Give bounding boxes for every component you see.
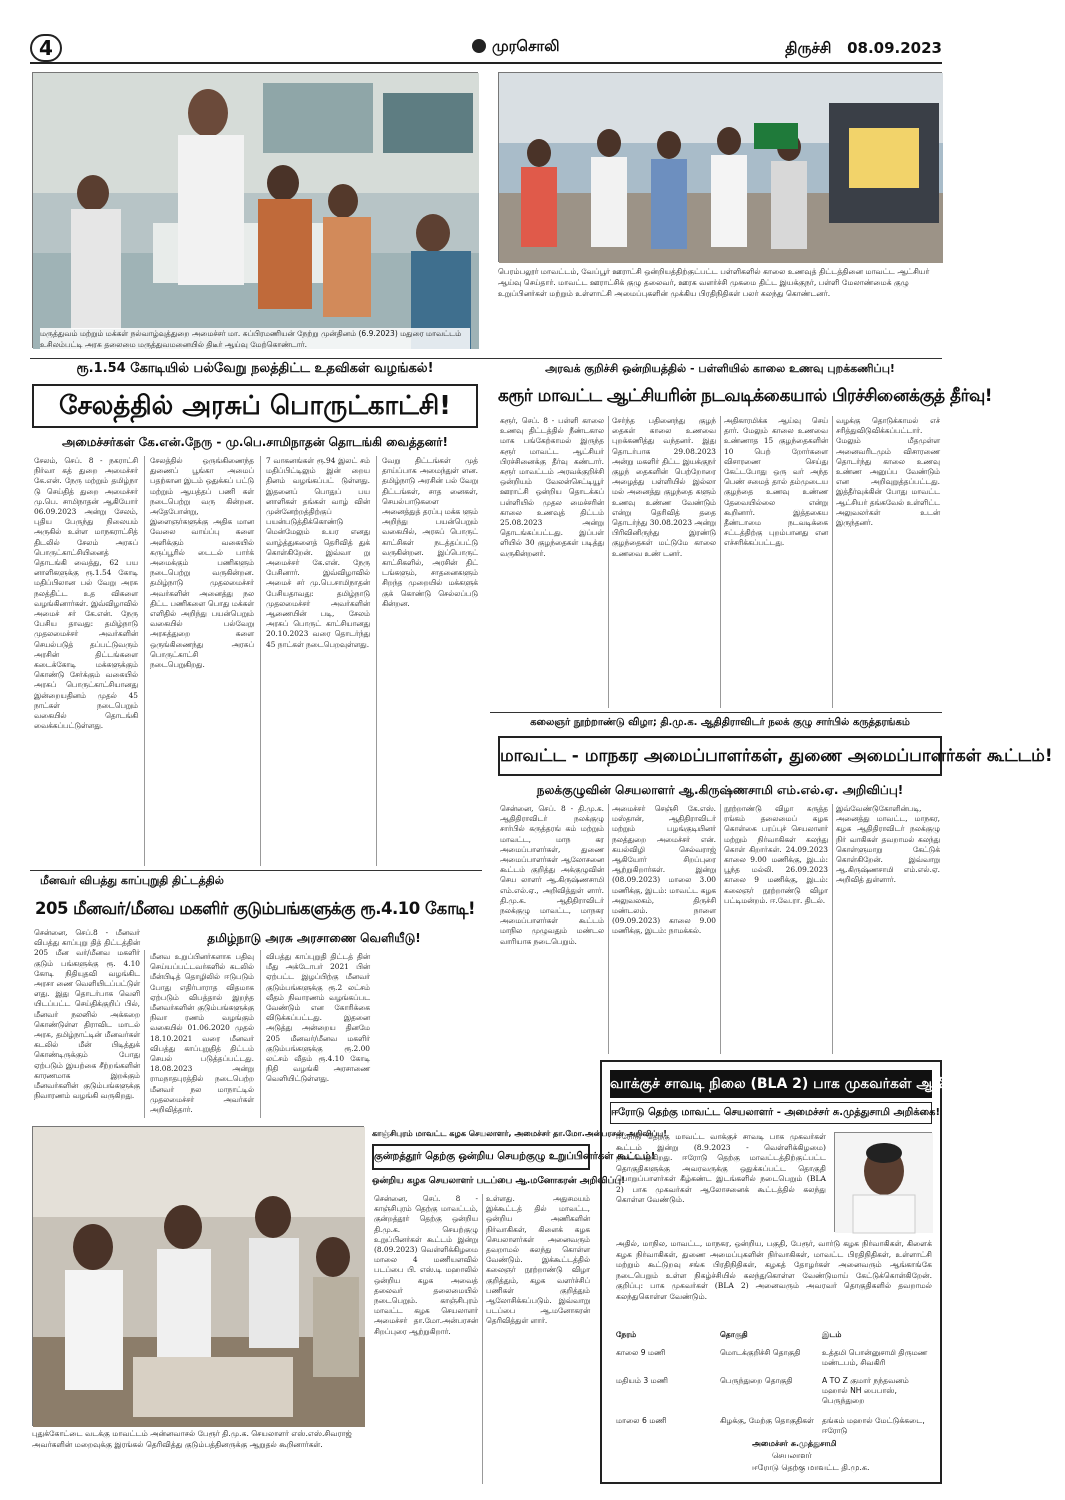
karur-column-1: கரூர், செப். 8 - பள்ளி காலை உணவு திட்டத்தில் நீண்டகால மாக பங்கேற்காமல் இருந்த கரூர் மாவட்ட ஆட்சியர் பிரச்சினைக்கு தீர்வு கண்டார். கரூர் மாவட்டம் அரவக்குறிச்சி ஒன்றியம் வேலன்செட்டியூர் ஊராட்சி ஒன்றிய தொடக்கப் பள்ளியில் முதல மைச்சரின் காலை உணவுத் திட்டம் 25.08.2023 அன்று தொடங்கப்பட்டது. இப்பள் ளியில் 30 குழந்தைகள் படித்து வருகின்றனர். [500,416,604,558]
column-rule [720,416,721,708]
schedule-constituency: மொடக்குறிச்சி தொகுதி [720,1348,801,1357]
column-rule [720,804,721,1054]
schedule-header-time: நேரம் [616,1330,637,1339]
karur-column-3: அதிகாரமிக்க ஆய்வு செய் தார். மேலும் காலை உணவை உண்ணாத 15 குழந்தைகளின் 10 பெற் றோர்களை விசாரணை செய்து கேட்டபோது ஒரு வர் அந்த பெண் சமைத் தால் தம்முடைய குழந்தை உணவு உண்ண தேவையில்லை என்று கூறினார். இத்தகைய தீண்டாமை நடவடிக்கை சட்டத்திற்கு புறம்பானது என எச்சரிக்கப்பட்டது. [724,416,828,548]
condolence-photo-caption: புதுக்கோட்டை வடக்கு மாவட்டம் அன்னவாசல் பேரூர் தி.மு.க. செயலாளர் எஸ்.எஸ்.சிவராஜ் அவர்களின் மறைவுக்கு இரங்கல் தெரிவித்து குடும்பத்தினருக்கு ஆறுதல் கூறினார்கள். [32,1429,352,1449]
bla-meeting-box [600,1060,1065,1484]
schedule-venue: A TO Z குமார் நந்தவனம் மஹால் NH பைபாஸ், பெருந்துறை [822,1376,909,1405]
elephant-logo-icon [472,39,486,53]
kalaignar-column-2: அமைச்சர் செஞ்சி கே.எஸ். மஸ்தான், ஆதிதிராவிடர் மற்றும் பழங்குடியினர் நலத்துறை அமைச்சர் என். கயல்விழி செல்வராஜ் ஆகியோர் சிறப்புரை ஆற்றுகிறார்கள். இன்று (08.09.2023) மாலை 3.00 மணிக்கு, இடம்: மாவட்ட கழக அலுவலகம், திருச்சி மண்டலம். நாளை (09.09.2023) காலை 9.00 மணிக்கு, இடம்: நாமக்கல். [612,804,716,936]
edition-date [785,39,942,59]
column-rule [608,804,609,1054]
kalaignar-column-3: நூற்றாண்டு விழா கருத்த ரங்கம் தலைமைப் கழக கொள்கை பரப்புச் செயலாளர் மற்றும் நிர்வாகிகள் கலந்து கொள் கிறார்கள். 24.09.2023 காலை 9.00 மணிக்கு, இடம்: பூந்த மல்லி. 26.09.2023 காலை 9 மணிக்கு, இடம்: கலைஞர் நூற்றாண்டு விழா பட்டிமன்றம். ஈ.வே.ரா. திடல். [724,804,828,905]
fishermen-subhead: தமிழ்நாடு அரசு அரசாணை வெளியீடு! [207,931,421,945]
column-rule [376,456,377,866]
fishermen-column-1: சென்னை, செப்.8 - மீனவர் விபத்து காப்புறு தித் திட்டத்தின் 205 மீன வர்/மீனவ மகளிர் குடும் பங்களுக்கு ரூ. 4.10 கோடி நிதியுதவி வழங்கிட அரசா ணை வெளியிடப்பட்டுள் ளது. இது தொடர்பாக வெளி யிடப்பட்ட செய்திக்குறிப் பில், மீனவர் நலனில் அக்கறை கொண்டுள்ள திராவிட மாடல் அரசு, தமிழ்நாட்டின் மீனவர்கள் கடலில் மீன் பிடித்துக் கொண்டிருக்கும் போது ஏற்படும் இயற்கை சீற்றங்களின் காரணமாக இறக்கும் மீனவர்களின் குடும்பங்களுக்கு நிவாரணம் வழங்கி வருகிறது. [34,928,140,1101]
fishermen-column-3: விபத்து காப்புறுதி திட்டத் தின் மீது அக்டோபர் 2021 பின் ஏற்பட்ட இழப்பிற்கு மீனவர் குடும்பங்களுக்கு ரூ.2 லட்சம் வீதம் நிவாரணம் வழங்கப்பட வேண்டும் என கோரிக்கை விடுக்கப்பட்டது. இதனை அடுத்து அன்றைய தினமே 205 மீனவர்/மீனவ மகளிர் குடும்பங்களுக்கு ரூ.2.00 லட்சம் வீதம் ரூ.4.10 கோடி நிதி வழங்கி அரசாணை வெளியிட்டுள்ளது. [266,952,370,1084]
kalaignar-subhead: நலக்குழுவின் செயலாளர் ஆ.கிருஷ்ணசாமி எம்.எல்.ஏ. அறிவிப்பு! [536,783,904,797]
page-number: 4 [30,34,62,62]
karur-headline: கரூர் மாவட்ட ஆட்சியரின் நடவடிக்கையால் பிரச்சினைக்குத் தீர்வு! [498,386,992,406]
kundrathur-subhead: ஒன்றிய கழக செயலாளர் படப்பை ஆ.மனோகரன் அறிவிப்பு! [372,1176,626,1186]
column-rule [608,416,609,708]
kundrathur-headline: குன்றத்தூர் தெற்கு ஒன்றிய செயற்குழு உறுப்பினர்கள் கூட்டம்! [372,1144,590,1170]
divider [490,712,942,713]
column-rule [260,456,261,866]
salem-column-3: 7 வாகனங்கள் ரூ.94 இலட் சம் மதிப்பிட்டிலும் இன் றைய தினம் வழங்கப்பட் டுள்ளது. இதனைப் பொதுப் பய னாளிகள் தங்கள் வாழ் வின் முன்னேற்றத்திற்குப் பயன்படுத்திக்கொண்டு மென்மேலும் உயர எனது வாழ்த்துகளைத் தெரிவித் துக் கொள்கிறேன். இவ்வா று அமைச்சர் கே.என். நேரு பேசினார். இவ்விழாவில் அமைச் சர் மு.பெ.சாமிநாதன் பேசியதாவது: தமிழ்நாடு முதலமைச்சர் அவர்களின் ஆணையின் படி, சேலம் அரசுப் பொருட் காட்சியானது 20.10.2023 வரை தொடர்ந்து 45 நாட்கள் நடைபெறவுள்ளது. [266,456,370,649]
bla-body-1: ஈரோடு தெற்கு மாவட்ட வாக்குச் சாவடி பாக முகவர்கள் கூட்டம் இன்று (8.9.2023 - வெள்ளிக்கிழமை) நடைபெறுகிறது. ஈரோடு தெற்கு மாவட்டத்திற்குட்பட்ட தொகுதிகளுக்கு அவரவருக்கு ஒதுக்கப்பட்ட தொகுதி பொறுப்பாளர்கள் கீழ்கண்ட இடங்களில் நடைபெறும் (BLA 2) பாக முகவர்கள் ஆலோசனைக் கூட்டத்தில் கலந்து கொள்ள வேண்டும். [616,1132,826,1204]
column-rule [832,804,833,1054]
salem-column-1: சேலம், செப். 8 - நகராட்சி நிர்வா கத் துறை அமைச்சர் கே.என். நேரு மற்றும் தமிழ்நா டு செய்தித் துறை அமைச்சர் மு.பெ. சாமிநாதன் ஆகியோர் 06.09.2023 அன்று சேலம், புதிய பேருந்து நிலையம் அருகில் உள்ள மாநகராட்சித் திடலில் சேலம் அரசுப் பொருட்காட்சியினைத் தொடங்கி வைத்து, 62 பய னாளிகளுக்கு ரூ.1.54 கோடி மதிப்பிலான பல் வேறு அரசு நலத்திட்ட உத விகளை வழங்கினார்கள். இவ்விழாவில் அமைச் சர் கே.என். நேரு பேசிய தாவது: தமிழ்நாடு முதலமைச்சர் அவர்களின் செயல்படுத் தப்பட்டுவரும் அரசின் திட்டங்களை கடைக்கோடி மக்களுக்கும் கொண்டு சேர்க்கும் வகையில் அரசுப் பொருட்காட்சியானது இன்றையதினம் முதல் 45 நாட்கள் நடைபெறும் வகையில் தொடங்கி வைக்கப்பட்டுள்ளது. [34,456,138,731]
column-rule [144,456,145,866]
salem-kicker: ரூ.1.54 கோடியில் பல்வேறு நலத்திட்ட உதவிகள் வழங்கல்! [76,361,434,376]
bla-subhead: ஈரோடு தெற்கு மாவட்ட செயலாளர் - அமைச்சர் சு.முத்துசாமி அறிக்கை! [610,1102,932,1124]
fishermen-column-2: மீனவ உறுப்பினர்களாக பதிவு செய்யப்பட்டவர்களில் கடலில் மீன்பிடித் தொழிலில் ஈடுபடும் போது எதிர்பாராத விதமாக ஏற்படும் விபத்தால் இறந்த மீனவர்களின் குடும்பங்களுக்கு நிவா ரணம் வழங்கும் வகையில் 01.06.2020 முதல் 18.10.2021 வரை மீனவர் விபத்து காப்புறுதித் திட்டம் செயல் படுத்தப்பட்டது. 18.08.2023 அன்று ராமநாதபுரத்தில் நடைபெற்ற மீனவர் நல மாநாட்டில் முதலமைச்சர் அவர்கள் அறிவித்தார். [150,952,254,1115]
flag-off-photo-caption: பெரம்பலூர் மாவட்டம், வேப்பூர் ஊராட்சி ஒன்றியத்திற்குட்பட்ட பள்ளிகளில் காலை உணவுத் திட்டத்தினை மாவட்ட ஆட்சியர் ஆய்வு செய்தார். மாவட்ட ஊராட்சிக் குழு தலைவர், ஊரக வளர்ச்சி முகமை திட்ட இயக்குநர், பள்ளி மேலாண்மைக் குழு உறுப்பினர்கள் மற்றும் உள்ளாட்சி அமைப்புகளின் முக்கிய பிரதிநிதிகள் பலர் கலந்து கொண்டனர். [498,267,930,298]
schedule-constituency: பெருந்துறை தொகுதி [720,1376,793,1385]
masthead [30,34,942,64]
paper-name: முரசொலி [492,37,560,55]
karur-column-4: வழக்கு தொடுக்காமல் எச் சரித்துவிடுவிக்கப்பட்டார். மேலும் மீதமுள்ள அனைவரிடமும் விசாரணை தொடர்ந்து காலை உணவு உண்ண அனுப்ப வேண்டும் என அறிவுறுத்தப்பட்டது. இத்தீர்வுக்கின் போது மாவட்ட ஆட்சியர் தங்கவேல் உள்ளிட்ட அலுவலர்கள் உடன் இருந்தனர். [836,416,940,528]
kalaignar-column-1: சென்னை, செப். 8 - தி.மு.க. ஆதிதிராவிடர் நலக்குழு சார்பில் கருத்தரங் கம் மற்றும் மாவட்ட, மாந கர அமைப்பாளர்கள், துணை அமைப்பாளர்கள் ஆலோசனை கூட்டம் குறித்து அக்குழுவின் செய லாளர் ஆ.கிருஷ்ணசாமி எம்.எல்.ஏ., அறிவித்துள் ளார். தி.மு.க. ஆதிதிராவிடர் நலக்குழு மாவட்ட, மாநகர அமைப்பாளர்கள் கூட்டம் மாநில முழுவதும் மண்டல வாரியாக நடைபெறும். [500,804,604,946]
bla-signoff [752,1438,932,1474]
signoff-name: அமைச்சர் சு.முத்துசாமி [752,1439,837,1448]
column-rule [482,1194,483,1484]
signoff-title: செயலாளர் [772,1451,812,1460]
schedule-venue: தங்கம் மஹால் மேட்டுக்கடை, ஈரோடு [822,1416,925,1435]
kalaignar-column-4: இவ்வேண்டுகோளின்படி, அனைத்து மாவட்ட, மாநகர, கழக ஆதிதிராவிடர் நலக்குழு நிர் வாகிகள் தவறாமல் கலந்து கொள்ளுமாறு கேட்டுக் கொள்கிறேன். இவ்வாறு ஆ.கிருஷ்ணசாமி எம்.எல்.ஏ. அறிவித் துள்ளார். [836,804,940,885]
karur-column-2: சேர்ந்த பதினைந்து குழந் தைகள் காலை உணவை புறக்கணித்து வந்தனர். இது தொடர்பாக 29.08.2023 அன்று மகளிர் திட்ட இயக்குநர் குழந் தைகளின் பெற்றோரை அழைத்து பள்ளியில் இல்லா மல் அனைத்து குழந்தை களும் உணவு உண்ண வேண்டும் என்று தெரிவித் ததை தொடர்ந்து 30.08.2023 அன்று பிரிவினிருந்து இரண்டு குழந்தைகள் மட்டுமே காலை உணவை உண் டனர். [612,416,716,558]
column-rule [832,416,833,708]
schedule-header-constituency: தொகுதி [720,1330,748,1339]
hospital-photo-caption: மருத்துவம் மற்றும் மக்கள் நல்வாழ்வுத்துறை அமைச்சர் மா. சுப்பிரமணியன் நேற்று முன்தினம் (6.9.2023) மதுரை மாவட்டம் உசிலம்பட்டி அரசு தலைமை மருத்துவமனையில் திடீர் ஆய்வு மேற்கொண்டார். [40,328,470,350]
salem-headline: சேலத்தில் அரசுப் பொருட்காட்சி! [32,384,478,428]
schedule-venue: உத்தமி பொன்னுசாமி திருமண மண்டபம், சிவகிரி [822,1348,928,1367]
paper-logo [472,37,612,57]
column-rule [260,950,261,1118]
kalaignar-kicker: கலைஞர் நூற்றாண்டு விழா; தி.மு.க. ஆதிதிராவிடர் நலக் குழு சார்பில் கருத்தரங்கம் [530,717,910,728]
hospital-visit-photo [32,72,478,348]
fishermen-kicker: மீனவர் விபத்து காப்புறுதி திட்டத்தில் [40,874,224,887]
fishermen-headline: 205 மீனவர்/மீனவ மகளிர் குடும்பங்களுக்கு ரூ.4.10 கோடி! [35,899,475,918]
divider [30,870,482,871]
schedule-time: மதியம் 3 மணி [616,1376,669,1385]
bla-body-2: அதில், மாநில, மாவட்ட, மாநகர, ஒன்றிய, பகுதி, பேரூர், வார்டு கழக நிர்வாகிகள், கிளைக் கழக நிர்வாகிகள், துணை அமைப்புகளின் நிர்வாகிகள், மாவட்ட பிரதிநிதிகள், உள்ளாட்சி மற்றும் கூட்டுறவு சங்க பிரதிநிதிகள், கழகத் தோழர்கள் அனைவரும் ஆங்காங்கே நடைபெறும் உள்ள நிகழ்ச்சியில் கலந்துகொள்ள வேண்டுமாய் கேட்டுக்கொள்கிறேன். குறிப்பு: பாக முகவர்கள் (BLA 2) அனைவரும் அவரவர் தொகுதிகளில் தவறாமல் கலந்துகொள்ள வேண்டும். [616,1239,932,1301]
kundrathur-kicker: காஞ்சிபுரம் மாவட்ட கழக செயலாளர், அமைச்சர் தா.மோ.அன்பரசன் அறிவிப்பு! [372,1129,667,1138]
kundrathur-column-2: உள்ளது. அதுசமயம் இக்கூட்டத் தில் மாவட்ட, ஒன்றிய அணிகளின் நிர்வாகிகள், கிளைக் கழக செயலாளர்கள் அனைவரும் தவறாமல் கலந்து கொள்ள வேண்டும். இக்கூட்டத்தில் கலைஞர் நூற்றாண்டு விழா குறித்தும், கழக வளர்ச்சிப் பணிகள் குறித்தும் ஆலோசிக்கப்படும். இவ்வாறு படப்பை ஆ.மனோகரன் தெரிவித்துள் ளார். [486,1194,590,1326]
schedule-constituency: கிழக்கு, மேற்கு தொகுதிகள் [720,1416,814,1425]
signoff-org: ஈரோடு தெற்கு மாவட்ட தி.மு.க. [752,1463,870,1472]
minister-portrait [834,1132,932,1232]
column-rule [144,950,145,1118]
issue-date: 08.09.2023 [847,39,942,57]
flag-off-photo [498,72,942,262]
schedule-time: காலை 9 மணி [616,1348,666,1357]
condolence-photo [32,1126,364,1426]
kundrathur-column-1: சென்னை, செப். 8 - காஞ்சிபுரம் தெற்கு மாவட்டம், குன்றத்தூர் தெற்கு ஒன்றிய தி.மு.க. செயற்குழு உறுப்பினர்கள் கூட்டம் இன்று (8.09.2023) வெள்ளிக்கிழமை மாலை 4 மணியளவில் படப்பை பி. எஸ்.டி மஹாலில் ஒன்றிய கழக அவைத் தலைவர் தலைமையில் நடைபெறும். காஞ்சிபுரம் மாவட்ட கழக செயலாளர் அமைச்சர் தா.மோ.அன்பரசன் சிறப்புரை ஆற்றுகிறார். [374,1194,478,1336]
salem-subhead: அமைச்சர்கள் கே.என்.நேரு - மு.பெ.சாமிநாதன் தொடங்கி வைத்தனர்! [62,435,448,449]
schedule-header-venue: இடம் [822,1330,842,1339]
karur-kicker: அரவக் குறிச்சி ஒன்றியத்தில் - பள்ளியில் காலை உணவு புறக்கணிப்பு! [545,362,895,375]
kalaignar-headline: மாவட்ட - மாநகர அமைப்பாளர்கள், துணை அமைப்பாளர்கள் கூட்டம்! [498,736,942,776]
salem-column-4: வேறு திட்டங்கள் முத் தாய்ப்பாக அமைந்துள் ளன. தமிழ்நாடு அரசின் பல் வேறு திட்டங்கள், சாத னைகள், செயல்பாடுகளை அனைத்துத் தரப்பு மக்க ளும் அறிந்து பயன்பெறும் வகையில், அரசுப் பொருட் காட்சிகள் நடத்தப்பட்டு வருகின்றன. இப்பொருட் காட்சிகளில், அரசின் திட் டங்களும், சாதனைகளும் சிறந்த முறையில் மக்களுக் குக் கொண்டு செல்லப்படு கின்றன. [382,456,478,608]
bla-headline: வாக்குச் சாவடி நிலை (BLA 2) பாக முகவர்கள் ஆலோசனைக் கூட்டம்! [610,1070,932,1098]
salem-column-2: சேலத்தில் ஒருங்கிணைந்த துணைப் பூங்கா அமைப் பதற்கான இடம் ஒதுக்கப் பட்டு மற்றும் ஆயத்தப் பணி கள் நடைபெற்று வரு கின்றன. அதேபோன்று, இளைஞர்களுக்கு அதிக மான வேலை வாய்ப்பு களை அளிக்கும் வகையில் கருப்பூரில் டைடல் பார்க் அமைக்கும் பணிகளும் நடைபெற்று வருகின்றன. தமிழ்நாடு முதலமைச்சர் அவர்களின் அனைத்து நல திட்ட பணிகளை பொது மக்கள் எளிதில் அறிந்து பயன்பெறும் வகையில் பல்வேறு அரசுத்துறை களை ஒருங்கிணைந்து அரசுப் பொருட்காட்சி நடைபெறுகிறது. [150,456,254,670]
edition-name: திருச்சி [785,39,832,57]
schedule-time: மாலை 6 மணி [616,1416,667,1425]
